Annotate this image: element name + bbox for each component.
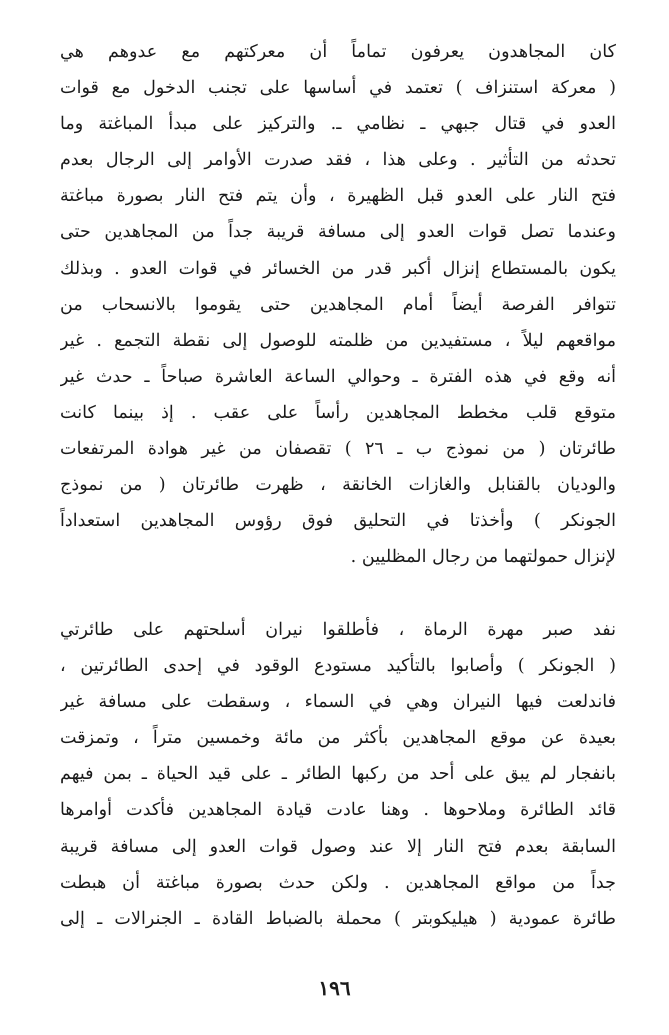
text-line: السابقة بعدم فتح النار إلا عند وصول قوات العدو إلى مسافة قريبة [60,836,616,857]
text-line: ( معركة استنزاف ) تعتمد في أساسها على تجنب الدخول مع قوات [60,78,616,99]
text-line: بانفجار لم يبق على أحد من ركبها الطائر ـ على قيد الحياة ـ بمن فيهم [60,764,616,785]
text-line: فتح النار على العدو قبل الظهيرة ، وأن يتم فتح النار بصورة مباغتة [60,186,616,207]
text-line: تحدثه من التأثير . وعلى هذا ، فقد صدرت الأوامر إلى الرجال بعدم [60,150,616,171]
text-line: طائرة عمودية ( هيليكوبتر ) محملة بالضباط القادة ـ الجنرالات ـ إلى [60,908,616,929]
text-line: قائد الطائرة وملاحوها . وهنا عادت قيادة المجاهدين فأكدت أوامرها [60,800,616,821]
text-line: بعيدة عن موقع المجاهدين بأكثر من مائة وخمسين متراً ، وتمزقت [60,728,616,749]
text-line: الجونكر ) وأخذتا في التحليق فوق رؤوس المجاهدين استعداداً [60,511,616,532]
text-line: ( الجونكر ) وأصابوا بالتأكيد مستودع الوقود في إحدى الطائرتين ، [60,656,616,677]
text-line: لإنزال حمولتهما من رجال المظليين . [350,547,616,568]
text-line: أنه وقع في هذه الفترة ـ وحوالي الساعة العاشرة صباحاً ـ حدث غير [60,366,616,387]
text-line: نفد صبر مهرة الرماة ، فأطلقوا نيران أسلحتهم على طائرتي [60,620,616,640]
text-line: جداً من مواقع المجاهدين . ولكن حدث بصورة مباغتة أن هبطت [60,872,616,893]
text-line: طائرتان ( من نموذج ب ـ ٢٦ ) تقصفان من غير هوادة المرتفعات [60,439,616,460]
text-line: تتوافر الفرصة أيضاً أمام المجاهدين حتى يقوموا بالانسحاب من [60,294,616,315]
text-line: العدو في قتال جبهي ـ نظامي ـ. والتركيز على مبدأ المباغتة وما [60,114,616,135]
text-line: يكون بالمستطاع إنزال أكبر قدر من الخسائر في قوات العدو . وبذلك [60,258,616,279]
text-line: وعندما تصل قوات العدو إلى مسافة قريبة جداً من المجاهدين حتى [60,222,616,243]
paragraph-1 [60,34,616,575]
text-line: كان المجاهدون يعرفون تماماً أن معركتهم مع عدوهم هي [60,42,616,62]
paragraph-2 [60,612,616,937]
text-line: والوديان بالقنابل والغازات الخانقة ، ظهرت طائرتان ( من نموذج [60,475,616,496]
page-number: ١٩٦ [318,976,351,1000]
text-line: فاندلعت فيها النيران وهي في السماء ، وسقطت على مسافة غير [60,692,616,713]
text-line: مواقعهم ليلاً ، مستفيدين من ظلمته للوصول إلى نقطة التجمع . غير [60,330,616,351]
text-line: متوقع قلب مخطط المجاهدين رأساً على عقب . إذ بينما كانت [60,402,616,423]
